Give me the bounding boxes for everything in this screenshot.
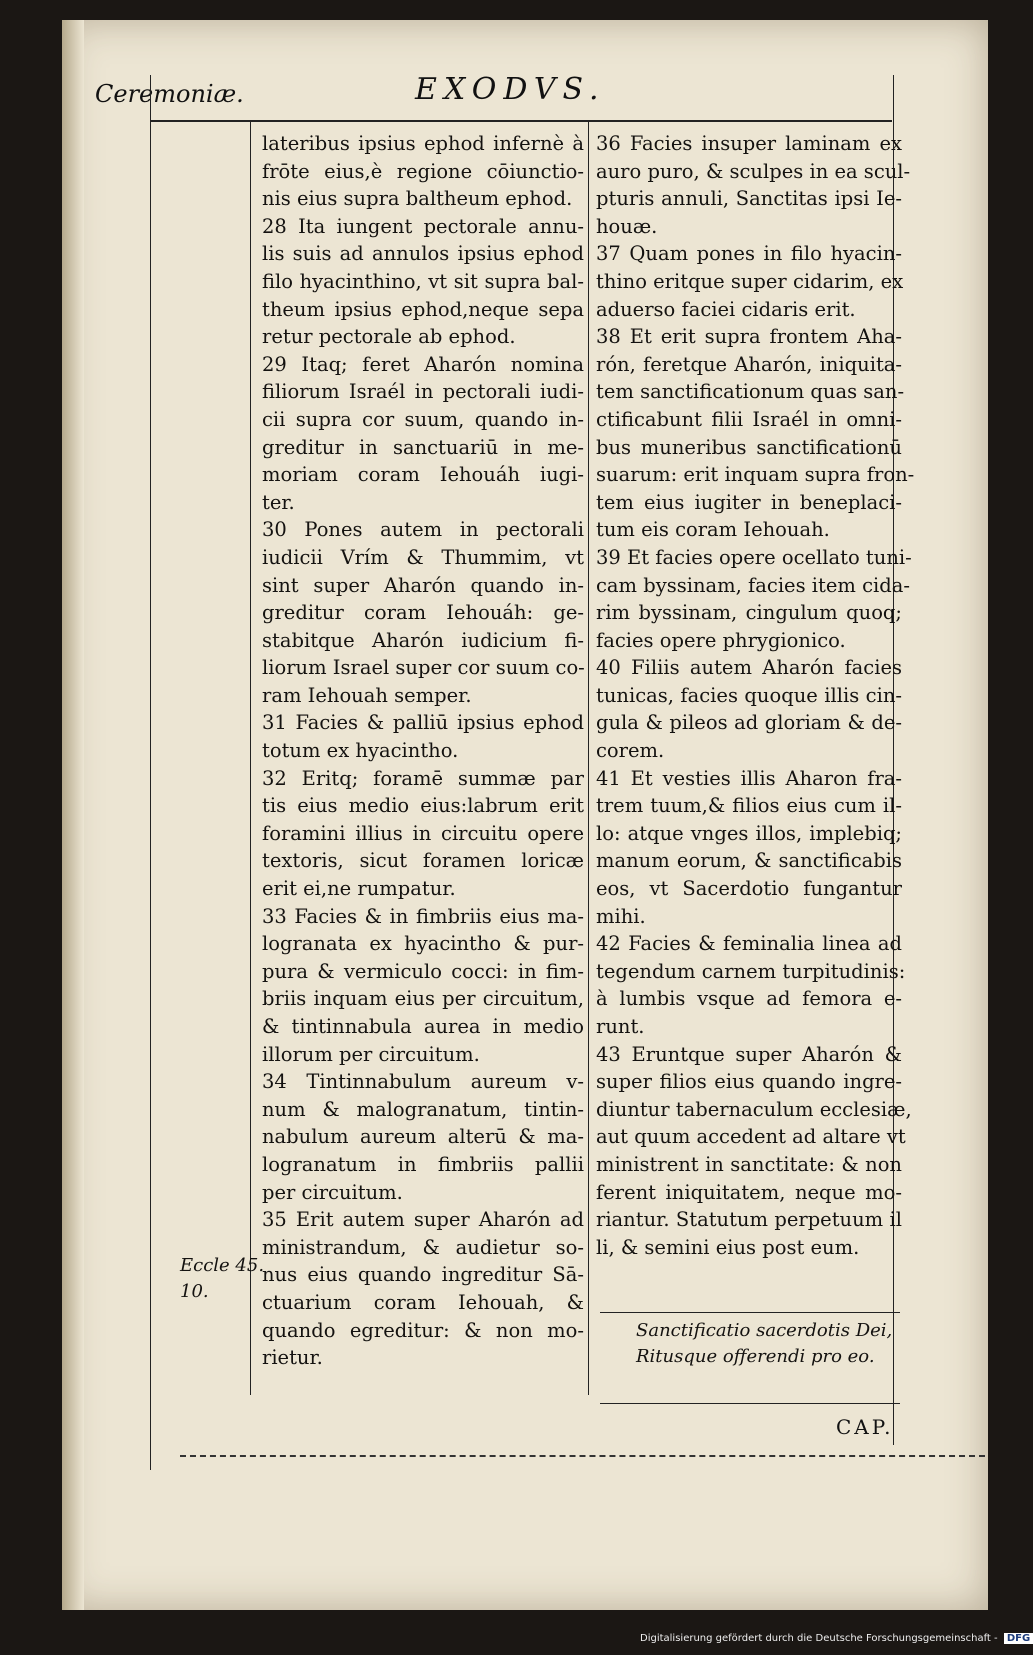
text-line: 29 Itaq; feret Aharón nomina xyxy=(262,352,584,376)
text-line: moriam coram Iehouáh iugi- xyxy=(262,463,584,487)
text-line: & tintinnabula aurea in medio xyxy=(262,1015,584,1038)
text-line: foramini illius in circuitu opere xyxy=(262,821,584,845)
footer-rule xyxy=(180,1455,985,1457)
text-line: 30 Pones autem in pectorali xyxy=(262,518,584,542)
text-line: ministrent in sanctitate: & non xyxy=(596,1152,902,1176)
text-line: stabitque Aharón iudicium fi- xyxy=(262,628,584,652)
text-line: auro puro, & sculpes in ea scul- xyxy=(596,159,911,183)
text-line: ctuarium coram Iehouah, & xyxy=(262,1290,584,1314)
text-line: houæ. xyxy=(596,214,658,238)
text-line: greditur coram Iehouáh: ge- xyxy=(262,601,584,625)
chapter-summary: Sanctificatio sacerdotis Dei, Ritusque offerendi pro eo. xyxy=(636,1320,893,1367)
text-line: manum eorum, & sanctificabis xyxy=(596,849,902,873)
running-head xyxy=(95,62,885,108)
text-line: 41 Et vesties illis Aharon fra- xyxy=(596,766,902,790)
text-line: super filios eius quando ingre- xyxy=(596,1070,902,1094)
text-line: 36 Facies insuper laminam ex xyxy=(596,132,902,155)
text-line: sint super Aharón quando in- xyxy=(262,573,584,597)
text-line: lo: atque vnges illos, implebiq; xyxy=(596,821,902,845)
outer-left-rule xyxy=(150,75,151,1470)
text-line: 33 Facies & in fimbriis eius ma- xyxy=(262,904,584,928)
section-title: Ceremoniæ. xyxy=(95,80,244,108)
text-line: cii supra cor suum, quando in- xyxy=(262,407,584,431)
text-line: tegendum carnem turpitudinis: xyxy=(596,959,906,983)
text-line: 40 Filiis autem Aharón facies xyxy=(596,656,902,680)
text-line: ter. xyxy=(262,490,295,514)
text-line: logranata ex hyacintho & pur- xyxy=(262,932,584,956)
text-line: rim byssinam, cingulum quoq; xyxy=(596,601,902,625)
catchword: CAP. xyxy=(836,1415,894,1439)
text-line: tis eius medio eius:labrum erit xyxy=(262,794,584,818)
text-line: nus eius quando ingreditur Sā- xyxy=(262,1263,584,1287)
text-line: theum ipsius ephod,neque sepa xyxy=(262,297,584,321)
text-line: corem. xyxy=(596,739,665,763)
text-line: thino eritque super cidarim, ex xyxy=(596,269,904,293)
text-line: runt. xyxy=(596,1015,645,1038)
text-line: gula & pileos ad gloriam & de- xyxy=(596,711,902,735)
text-line: li, & semini eius post eum. xyxy=(596,1235,860,1259)
text-line: textoris, sicut foramen loricæ xyxy=(262,849,584,873)
text-line: eos, vt Sacerdotio fungantur xyxy=(596,877,902,901)
text-line: mihi. xyxy=(596,904,646,928)
text-line: per circuitum. xyxy=(262,1180,403,1204)
text-line: lis suis ad annulos ipsius ephod xyxy=(262,242,584,266)
text-line: tum eis coram Iehouah. xyxy=(596,518,830,542)
text-line: erit ei,ne rumpatur. xyxy=(262,877,456,901)
text-line: filiorum Israél in pectorali iudi- xyxy=(262,380,584,404)
text-line: cam byssinam, facies item cida- xyxy=(596,573,910,597)
margin-rule xyxy=(250,120,251,1395)
text-line: riantur. Statutum perpetuum il xyxy=(596,1208,902,1232)
header-rule xyxy=(150,120,892,122)
page-gutter-shadow xyxy=(62,20,84,1610)
text-line: nabulum aureum alterū & ma- xyxy=(262,1125,584,1149)
margin-note xyxy=(180,1253,264,1305)
book-title: EXODVS. xyxy=(415,72,606,107)
text-line: logranatum in fimbriis pallii xyxy=(262,1152,584,1176)
text-line: aduerso faciei cidaris erit. xyxy=(596,297,856,321)
chapter-end-rule xyxy=(600,1312,900,1313)
text-line: ctificabunt filii Israél in omni- xyxy=(596,407,902,431)
text-line: 34 Tintinnabulum aureum v- xyxy=(262,1070,584,1094)
text-line: briis inquam eius per circuitum, xyxy=(262,987,584,1011)
text-line: rón, feretque Aharón, iniquita- xyxy=(596,352,902,376)
text-line: ram Iehouah semper. xyxy=(262,683,472,707)
text-line: liorum Israel super cor suum co- xyxy=(262,656,585,680)
text-line: nis eius supra baltheum ephod. xyxy=(262,187,573,211)
text-line: num & malogranatum, tintin- xyxy=(262,1097,584,1121)
text-line: illorum per circuitum. xyxy=(262,1042,480,1066)
summary-block xyxy=(596,1318,902,1370)
text-line: pura & vermiculo cocci: in fim- xyxy=(262,959,584,983)
text-line: lateribus ipsius ephod infernè à xyxy=(262,132,584,155)
text-line: trem tuum,& filios eius cum il- xyxy=(596,794,902,818)
text-line: 38 Et erit supra frontem Aha- xyxy=(596,325,902,349)
text-line: iudicii Vrím & Thummim, vt xyxy=(262,545,584,569)
text-line: à lumbis vsque ad femora e- xyxy=(596,987,902,1011)
summary-rule xyxy=(600,1403,900,1404)
text-line: filo hyacinthino, vt sit supra bal- xyxy=(262,269,584,293)
text-line: suarum: erit inquam supra fron- xyxy=(596,463,915,487)
left-text-column xyxy=(262,130,584,1372)
text-line: pturis annuli, Sanctitas ipsi Ie- xyxy=(596,187,902,211)
margin-note-line: Eccle 45. xyxy=(180,1255,265,1276)
text-line: greditur in sanctuariū in me- xyxy=(262,435,584,459)
text-line: 31 Facies & palliū ipsius ephod xyxy=(262,711,584,735)
text-line: ministrandum, & audietur so- xyxy=(262,1235,584,1259)
text-line: 39 Et facies opere ocellato tuni- xyxy=(596,545,912,569)
text-line: tem sanctificationum quas san- xyxy=(596,380,905,404)
text-line: rietur. xyxy=(262,1346,323,1370)
footer-text: Digitalisierung gefördert durch die Deutsche Forschungsgemeinschaft - xyxy=(640,1633,998,1644)
column-divider xyxy=(588,120,589,1395)
text-line: facies opere phrygionico. xyxy=(596,628,846,652)
text-line: quando egreditur: & non mo- xyxy=(262,1318,584,1342)
text-line: totum ex hyacintho. xyxy=(262,739,459,763)
text-line: ferent iniquitatem, neque mo- xyxy=(596,1180,902,1204)
text-line: 35 Erit autem super Aharón ad xyxy=(262,1208,584,1232)
dfg-logo: DFG xyxy=(1004,1633,1033,1644)
right-text-column xyxy=(596,130,915,1261)
text-line: 32 Eritq; foramē summæ par xyxy=(262,766,584,790)
text-line: bus muneribus sanctificationū xyxy=(596,435,902,459)
text-line: retur pectorale ab ephod. xyxy=(262,325,516,349)
text-line: aut quum accedent ad altare vt xyxy=(596,1125,906,1149)
text-line: 43 Eruntque super Aharón & xyxy=(596,1042,902,1066)
margin-note-line: 10. xyxy=(180,1281,209,1302)
text-line: tem eius iugiter in beneplaci- xyxy=(596,490,902,514)
text-line: tunicas, facies quoque illis cin- xyxy=(596,683,902,707)
text-line: 28 Ita iungent pectorale annu- xyxy=(262,214,584,238)
text-line: diuntur tabernaculum ecclesiæ, xyxy=(596,1097,912,1121)
text-line: 37 Quam pones in filo hyacin- xyxy=(596,242,902,266)
digitization-footer xyxy=(640,1633,1033,1644)
text-line: frōte eius,è regione cōiunctio- xyxy=(262,159,584,183)
text-line: 42 Facies & feminalia linea ad xyxy=(596,932,902,956)
